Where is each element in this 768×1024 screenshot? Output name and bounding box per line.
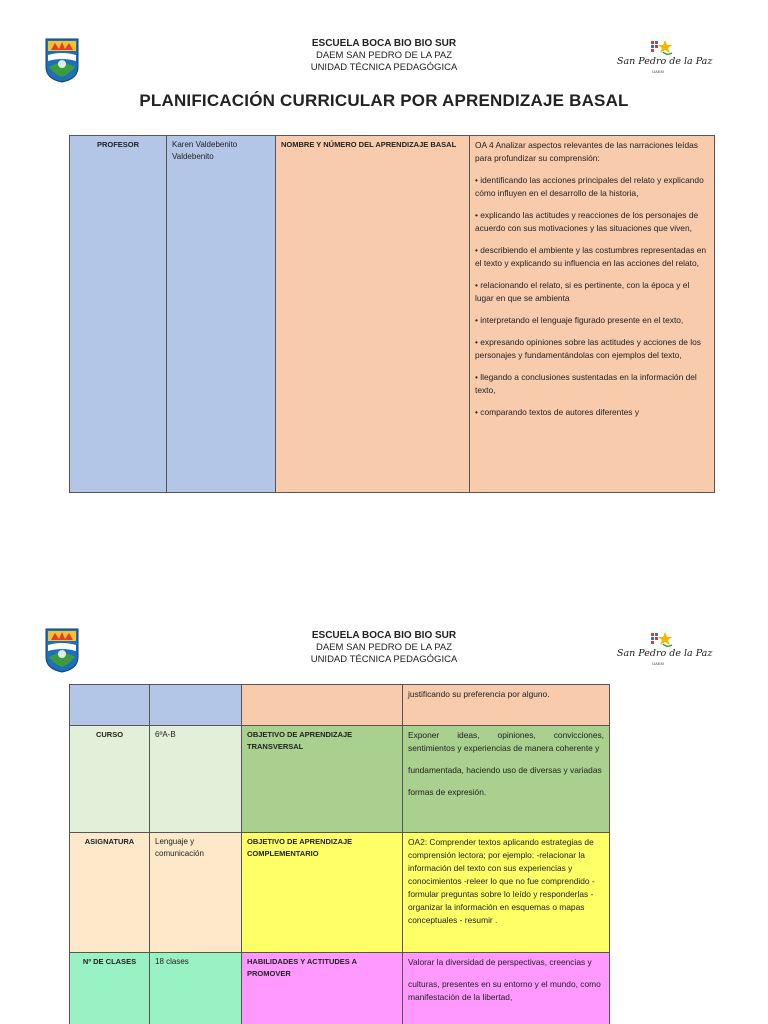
brand-logo-text: San Pedro de la Paz: [617, 56, 713, 67]
school-name: ESCUELA BOCA BIO BIO SUR: [311, 38, 457, 49]
aprendizaje-basal-label: NOMBRE Y NÚMERO DEL APRENDIZAJE BASAL: [276, 136, 470, 493]
table-row: [70, 953, 610, 1024]
empty-cell: [242, 685, 403, 726]
aprendizaje-item: OA 4 Analizar aspectos relevantes de las narraciones leídas para profundizar su comprensión:: [475, 140, 698, 163]
aprendizaje-item: • identificando las acciones principales del relato y explicando cómo influyen en el desarrollo de la historia,: [475, 175, 704, 198]
habilidades-item: culturas, presentes en su entorno y el mundo, como manifestación de la libertad,: [408, 979, 601, 1002]
table-row: [70, 833, 610, 953]
aprendizaje-continuation: justificando su preferencia por alguno.: [403, 685, 610, 726]
asignatura-label: ASIGNATURA: [70, 833, 150, 953]
complementario-label: OBJETIVO DE APRENDIZAJE COMPLEMENTARIO: [242, 833, 403, 953]
clases-value: 18 clases: [150, 953, 242, 1024]
aprendizaje-item: • comparando textos de autores diferentes y: [475, 407, 640, 417]
transversal-item: fundamentada, haciendo uso de diversas y variadas: [408, 765, 602, 775]
document-page-2: [0, 600, 768, 1024]
transversal-item: Exponer ideas, opiniones, convicciones, sentimientos y experiencias de manera coherente y: [408, 730, 604, 753]
table-row: [70, 726, 610, 833]
transversal-label: OBJETIVO DE APRENDIZAJE TRANSVERSAL: [242, 726, 403, 833]
empty-cell: [150, 685, 242, 726]
aprendizaje-item: • explicando las actitudes y reacciones de los personajes de acuerdo con sus motivaciones y las situaciones que viven,: [475, 210, 699, 233]
aprendizaje-basal-content: [470, 136, 715, 493]
document-title: PLANIFICACIÓN CURRICULAR POR APRENDIZAJE BASAL: [139, 91, 629, 110]
aprendizaje-item: • relacionando el relato, si es pertinente, con la época y el lugar en que se ambienta: [475, 280, 690, 303]
brand-logo-subtext: DAEM: [652, 69, 664, 74]
table-row: [70, 685, 610, 726]
transversal-content: [403, 726, 610, 833]
table-row: [70, 136, 715, 493]
planning-table-1: [69, 135, 715, 493]
school-name: ESCUELA BOCA BIO BIO SUR: [311, 630, 457, 641]
asignatura-value: Lenguaje y comunicación: [150, 833, 242, 953]
aprendizaje-item: • llegando a conclusiones sustentadas en la información del texto,: [475, 372, 697, 395]
curso-label: CURSO: [70, 726, 150, 833]
san-pedro-brand-logo: [617, 38, 713, 84]
complementario-content: OA2: Comprender textos aplicando estrategias de comprensión lectora; por ejemplo: -relacionar la información del texto con sus experiencias y conocimientos -releer lo que no fue comprendido -formular preguntas sobre lo leído y responderlas -organizar la información en esquemas o mapas conceptuales - resumir .: [403, 833, 610, 953]
daem-name: DAEM SAN PEDRO DE LA PAZ: [315, 50, 453, 61]
profesor-value: Karen Valdebenito Valdebenito: [167, 136, 276, 493]
aprendizaje-item: • expresando opiniones sobre las actitudes y acciones de los personajes y fundamentándolas con ejemplos del texto,: [475, 337, 701, 360]
habilidades-label: HABILIDADES Y ACTITUDES A PROMOVER: [242, 953, 403, 1024]
aprendizaje-item: • interpretando el lenguaje figurado presente en el texto,: [475, 315, 684, 325]
daem-name: DAEM SAN PEDRO DE LA PAZ: [315, 642, 453, 653]
habilidades-item: Valorar la diversidad de perspectivas, creencias y: [408, 957, 592, 967]
unit-name: UNIDAD TÉCNICA PEDAGÓGICA: [310, 654, 458, 665]
habilidades-content: [403, 953, 610, 1024]
clases-label: Nº DE CLASES: [70, 953, 150, 1024]
aprendizaje-item: • describiendo el ambiente y las costumbres representadas en el texto y explicando su influencia en las acciones del relato,: [475, 245, 707, 268]
curso-value: 6ºA-B: [150, 726, 242, 833]
brand-logo-text: San Pedro de la Paz: [617, 648, 713, 659]
empty-cell: [70, 685, 150, 726]
transversal-item: formas de expresión.: [408, 787, 487, 797]
profesor-label: PROFESOR: [70, 136, 167, 493]
brand-logo-subtext: DAEM: [652, 661, 664, 666]
planning-table-2: [69, 684, 610, 1024]
unit-name: UNIDAD TÉCNICA PEDAGÓGICA: [310, 62, 458, 73]
san-pedro-brand-logo: [617, 630, 713, 676]
